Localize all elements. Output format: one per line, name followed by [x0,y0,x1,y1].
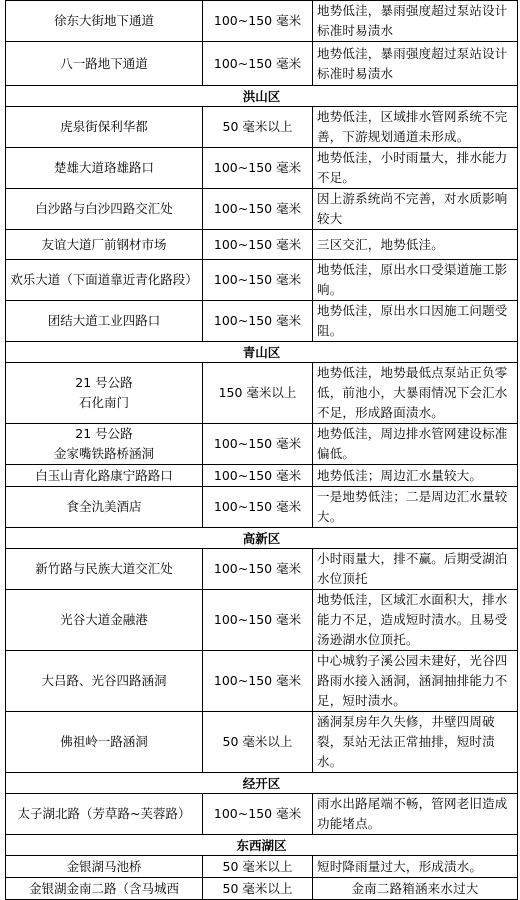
district-header-row [6,86,518,107]
table-row [6,712,518,773]
table-row [6,487,518,528]
reason-cell: 中心城豹子溪公园未建好，光谷四路雨水接入涵洞，涵洞抽排能力不足，短时渍水。 [313,651,518,712]
table-row [6,651,518,712]
reason-cell: 地势低洼，周边排水管网建设标准偏低。 [313,424,518,465]
table-body [6,1,518,900]
district-header-row [6,342,518,363]
depth-cell: 50 毫米以上 [203,856,313,878]
table-row [6,301,518,342]
table-row [6,424,518,465]
depth-cell: 100~150 毫米 [203,487,313,528]
location-cell: 21 号公路 石化南门 [6,363,203,424]
reason-cell: 地势低洼，暴雨强度超过泵站设计标准时易渍水 [313,1,518,42]
table-row [6,794,518,835]
reason-cell: 地势低洼，区域排水管网系统不完善，下游规划通道未形成。 [313,107,518,148]
depth-cell: 100~150 毫米 [203,590,313,651]
location-cell: 21 号公路 金家嘴铁路桥涵洞 [6,424,203,465]
reason-cell: 因上游系统尚不完善，对水质影响较大 [313,189,518,230]
reason-cell: 小时雨量大，排不赢。后期受湖泊水位顶托 [313,549,518,590]
location-cell: 八一路地下通道 [6,42,203,86]
district-header-row [6,835,518,856]
depth-cell: 100~150 毫米 [203,424,313,465]
location-cell: 金银湖马池桥 [6,856,203,878]
depth-cell: 100~150 毫米 [203,42,313,86]
location-cell: 欢乐大道（下面道靠近青化路段） [6,260,203,301]
reason-cell: 涵洞泵房年久失修，井壁四周破裂，泵站无法正常抽排，短时渍水。 [313,712,518,773]
reason-cell: 地势低洼；周边汇水量较大。 [313,465,518,487]
reason-cell: 地势低洼，暴雨强度超过泵站设计标准时易渍水 [313,42,518,86]
location-cell: 虎泉街保利华都 [6,107,203,148]
depth-cell: 100~150 毫米 [203,651,313,712]
depth-cell: 100~150 毫米 [203,794,313,835]
depth-cell: 100~150 毫米 [203,549,313,590]
table-row [6,549,518,590]
table-row [6,1,518,42]
depth-cell: 100~150 毫米 [203,189,313,230]
depth-cell: 100~150 毫米 [203,260,313,301]
location-cell: 白玉山青化路康宁路路口 [6,465,203,487]
depth-cell: 50 毫米以上 [203,712,313,773]
depth-cell: 150 毫米以上 [203,363,313,424]
location-cell: 白沙路与白沙四路交汇处 [6,189,203,230]
district-name: 高新区 [6,528,518,549]
table-row [6,363,518,424]
district-name: 经开区 [6,773,518,794]
location-cell: 团结大道工业四路口 [6,301,203,342]
reason-cell: 地势低洼，区域汇水面积大，排水能力不足，造成短时渍水。且易受汤逊湖水位顶托。 [313,590,518,651]
depth-cell: 50 毫米以上 [203,878,313,900]
location-cell: 友谊大道厂前钢材市场 [6,230,203,260]
depth-cell: 100~150 毫米 [203,465,313,487]
table-row [6,230,518,260]
reason-cell: 一是地势低洼；二是周边汇水量较大。 [313,487,518,528]
depth-cell: 100~150 毫米 [203,301,313,342]
table-row [6,856,518,878]
waterlogging-table [5,0,518,900]
location-cell: 大吕路、光谷四路涵洞 [6,651,203,712]
table-row [6,42,518,86]
location-cell: 食全氿美酒店 [6,487,203,528]
table-row [6,107,518,148]
reason-cell: 三区交汇，地势低洼。 [313,230,518,260]
location-cell: 楚雄大道珞雄路口 [6,148,203,189]
location-cell: 徐东大街地下通道 [6,1,203,42]
table-row [6,148,518,189]
location-cell: 金银湖金南二路（含马城西 [6,878,203,900]
table-row [6,590,518,651]
reason-cell: 地势低洼，地势最低点泵站正负零低，前池小，大暴雨情况下会汇水不足，形成路面渍水。 [313,363,518,424]
reason-cell: 地势低洼，原出水口因施工问题受阻。 [313,301,518,342]
depth-cell: 100~150 毫米 [203,148,313,189]
district-header-row [6,773,518,794]
reason-cell: 雨水出路尾端不畅，管网老旧造成功能堵点。 [313,794,518,835]
location-cell: 光谷大道金融港 [6,590,203,651]
location-cell: 新竹路与民族大道交汇处 [6,549,203,590]
district-name: 东西湖区 [6,835,518,856]
table-row [6,189,518,230]
reason-cell: 金南二路箱涵来水过大 [313,878,518,900]
reason-cell: 地势低洼，小时雨量大，排水能力不足。 [313,148,518,189]
depth-cell: 100~150 毫米 [203,230,313,260]
district-name: 青山区 [6,342,518,363]
reason-cell: 短时降雨量过大，形成渍水。 [313,856,518,878]
depth-cell: 100~150 毫米 [203,1,313,42]
location-cell: 佛祖岭一路涵洞 [6,712,203,773]
district-name: 洪山区 [6,86,518,107]
table-row [6,465,518,487]
table-row [6,878,518,900]
depth-cell: 50 毫米以上 [203,107,313,148]
location-cell: 太子湖北路（芳草路~芙蓉路） [6,794,203,835]
table-row [6,260,518,301]
reason-cell: 地势低洼，原出水口受渠道施工影响。 [313,260,518,301]
district-header-row [6,528,518,549]
